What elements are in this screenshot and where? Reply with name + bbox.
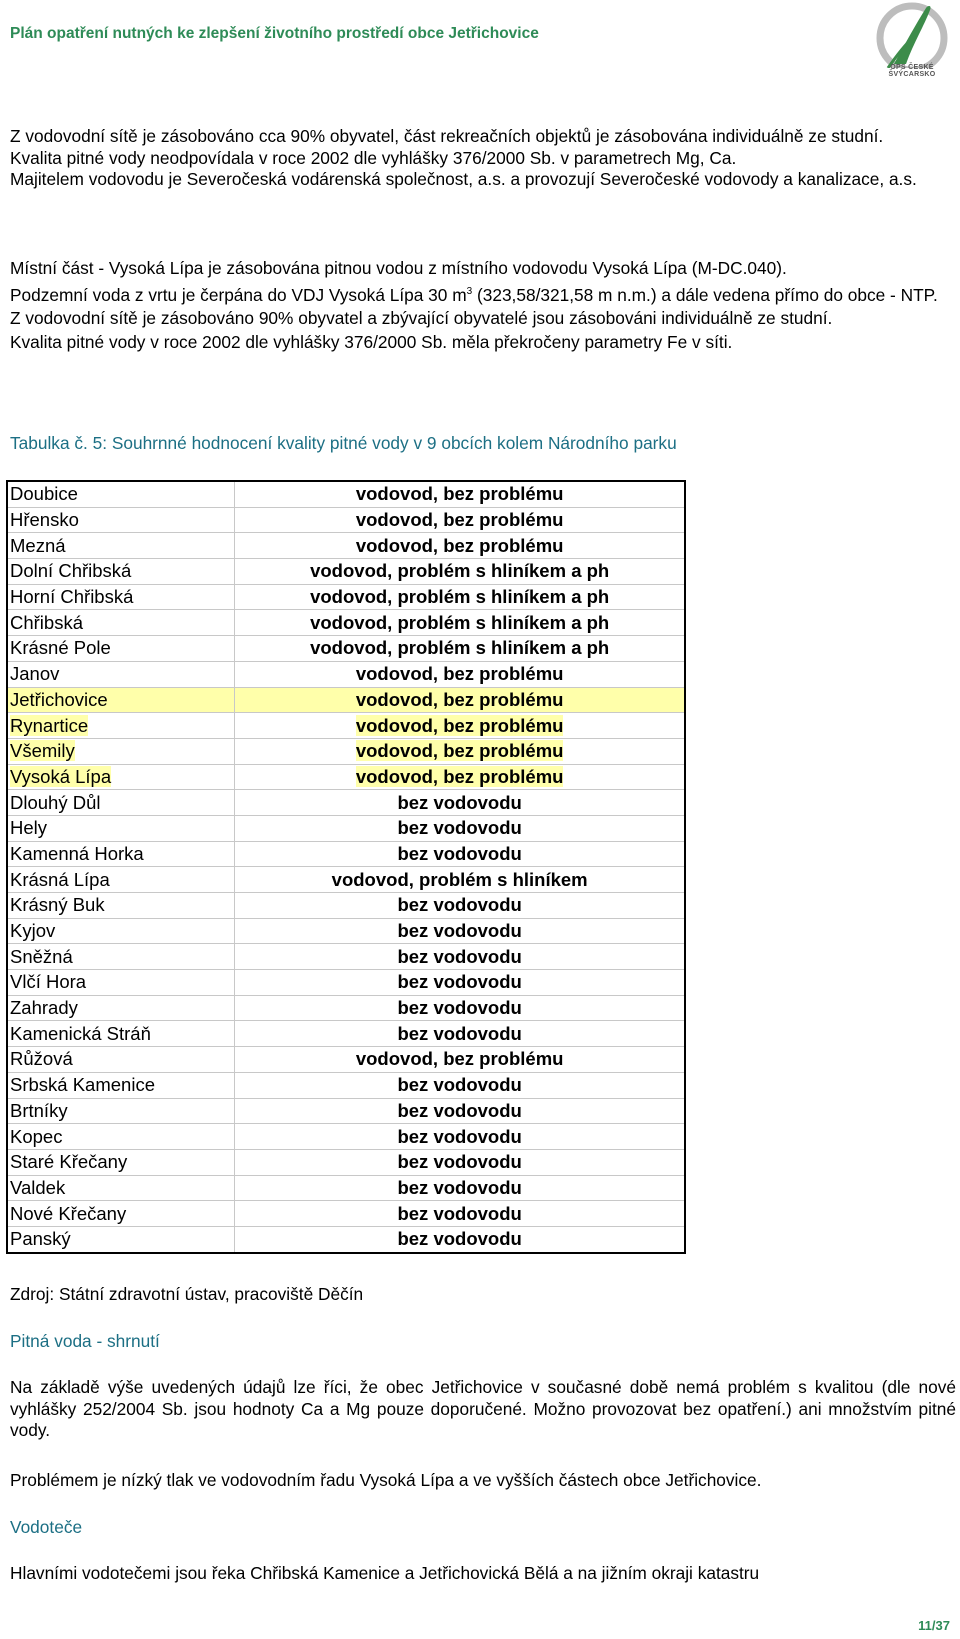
municipality-name: Nové Křečany — [10, 1202, 127, 1224]
water-status: vodovod, problém s hliníkem a ph — [310, 560, 610, 582]
municipality-name: Srbská Kamenice — [10, 1074, 155, 1096]
summary-paragraph: Na základě výše uvedených údajů lze říci, že obec Jetřichovice v současné době nemá problém s kvalitou (dle nové vyhlášky 252/2004 Sb. jsou hodnoty Ca a Mg pouze doporučené. Možno provozovat bez opatření.) ani množstvím pitné vody. — [10, 1377, 956, 1441]
table-row — [7, 584, 685, 610]
text-segment: (323,58/321,58 m n.m.) a dále vedena přímo do obce - NTP. — [472, 285, 938, 306]
municipality-name: Panský — [10, 1228, 71, 1250]
table-cell-municipality — [7, 944, 235, 970]
table-cell-status — [235, 687, 685, 713]
table-row — [7, 970, 685, 996]
water-status: bez vodovodu — [397, 920, 522, 942]
intro-paragraph — [10, 126, 956, 191]
table-cell-status — [235, 1149, 685, 1175]
vysoka-lipa-line: Místní část - Vysoká Lípa je zásobována pitnou vodou z místního vodovodu Vysoká Lípa (M-DC.040). — [10, 258, 787, 278]
municipality-name: Horní Chřibská — [10, 586, 134, 608]
table-cell-status — [235, 944, 685, 970]
table-source: Zdroj: Státní zdravotní ústav, pracoviště Děčín — [10, 1284, 364, 1304]
water-status: vodovod, bez problému — [355, 765, 564, 787]
water-status: vodovod, problém s hliníkem a ph — [310, 611, 610, 633]
table-cell-municipality — [7, 636, 235, 662]
table-cell-status — [235, 533, 685, 559]
water-quality-table — [6, 480, 686, 1254]
table-row — [7, 1047, 685, 1073]
table-row — [7, 559, 685, 585]
summary-paragraph: Problémem je nízký tlak ve vodovodním řadu Vysoká Lípa a ve vyšších částech obce Jetřichovice. — [10, 1470, 762, 1490]
table-row — [7, 1149, 685, 1175]
section-heading-streams: Vodoteče — [10, 1517, 83, 1537]
table-cell-municipality — [7, 1098, 235, 1124]
table-cell-municipality — [7, 815, 235, 841]
table-cell-status — [235, 1047, 685, 1073]
municipality-name: Chřibská — [10, 611, 83, 633]
municipality-name: Valdek — [10, 1176, 66, 1198]
table-cell-status — [235, 815, 685, 841]
table-row — [7, 610, 685, 636]
table-cell-status — [235, 610, 685, 636]
table-row — [7, 841, 685, 867]
table-cell-municipality — [7, 790, 235, 816]
table-row — [7, 1072, 685, 1098]
table-cell-status — [235, 867, 685, 893]
table-cell-municipality — [7, 1201, 235, 1227]
municipality-name: Vysoká Lípa — [10, 765, 112, 787]
water-status: vodovod, bez problému — [355, 663, 564, 685]
table-row — [7, 481, 685, 507]
table-row — [7, 1226, 685, 1252]
municipality-name: Kopec — [10, 1125, 63, 1147]
water-status: bez vodovodu — [397, 1151, 522, 1173]
municipality-name: Kyjov — [10, 920, 56, 942]
municipality-name: Krásná Lípa — [10, 868, 110, 890]
text-segment: Podzemní voda z vrtu je čerpána do VDJ Vysoká Lípa 30 m — [10, 285, 467, 306]
vysoka-lipa-line: Kvalita pitné vody v roce 2002 dle vyhlášky 376/2000 Sb. měla překročeny parametry Fe v síti. — [10, 331, 733, 352]
table-cell-municipality — [7, 687, 235, 713]
table-cell-municipality — [7, 481, 235, 507]
water-status: vodovod, bez problému — [355, 534, 564, 556]
table-cell-status — [235, 1175, 685, 1201]
water-status: bez vodovodu — [397, 1202, 522, 1224]
table-cell-status — [235, 1226, 685, 1252]
table-cell-municipality — [7, 738, 235, 764]
water-status: bez vodovodu — [397, 817, 522, 839]
table-cell-status — [235, 970, 685, 996]
municipality-name: Krásné Pole — [10, 637, 111, 659]
table-cell-municipality — [7, 1021, 235, 1047]
water-status: vodovod, problém s hliníkem a ph — [310, 586, 610, 608]
table-row — [7, 1175, 685, 1201]
logo-emblem-icon — [866, 2, 958, 68]
vysoka-lipa-line: Z vodovodní sítě je zásobováno 90% obyvatel a zbývající obyvatelé jsou zásobováni individuálně ze studní. — [10, 308, 833, 329]
section-heading-summary: Pitná voda - shrnutí — [10, 1331, 160, 1351]
municipality-name: Jetřichovice — [10, 688, 108, 710]
table-cell-municipality — [7, 1175, 235, 1201]
table-row — [7, 713, 685, 739]
water-status: vodovod, bez problému — [355, 483, 564, 505]
table-cell-municipality — [7, 1149, 235, 1175]
water-status: vodovod, problém s hliníkem a ph — [310, 637, 610, 659]
table-body — [7, 481, 685, 1253]
municipality-name: Dlouhý Důl — [10, 791, 101, 813]
table-row — [7, 995, 685, 1021]
water-status: vodovod, bez problému — [355, 740, 564, 762]
table-row — [7, 867, 685, 893]
municipality-name: Staré Křečany — [10, 1151, 128, 1173]
table-cell-municipality — [7, 1072, 235, 1098]
table-cell-status — [235, 738, 685, 764]
intro-line: Majitelem vodovodu je Severočeská vodárenská společnost, a.s. a provozují Severočeské vodovody a kanalizace, a.s. — [10, 169, 917, 190]
table-row — [7, 764, 685, 790]
logo-text: OPS ČESKÉ ŠVÝCARSKO — [888, 64, 936, 78]
municipality-name: Mezná — [10, 534, 66, 556]
table-cell-municipality — [7, 893, 235, 919]
table-cell-municipality — [7, 841, 235, 867]
vysoka-lipa-paragraph — [10, 257, 956, 354]
municipality-name: Všemily — [10, 740, 75, 762]
table-cell-municipality — [7, 1047, 235, 1073]
table-row — [7, 893, 685, 919]
organization-logo — [866, 2, 958, 78]
table-cell-status — [235, 918, 685, 944]
table-row — [7, 636, 685, 662]
table-cell-municipality — [7, 1226, 235, 1252]
water-status: vodovod, bez problému — [355, 1048, 564, 1070]
water-status: bez vodovodu — [397, 945, 522, 967]
water-status: bez vodovodu — [397, 1074, 522, 1096]
water-status: vodovod, bez problému — [355, 509, 564, 531]
table-cell-status — [235, 1072, 685, 1098]
table-cell-status — [235, 1201, 685, 1227]
table-row — [7, 815, 685, 841]
water-status: bez vodovodu — [397, 971, 522, 993]
superscript: 3 — [466, 286, 473, 298]
table-row — [7, 1201, 685, 1227]
table-cell-status — [235, 841, 685, 867]
table-row — [7, 1098, 685, 1124]
municipality-name: Dolní Chřibská — [10, 560, 132, 582]
table-row — [7, 918, 685, 944]
table-cell-status — [235, 559, 685, 585]
table-cell-municipality — [7, 584, 235, 610]
water-status: bez vodovodu — [397, 1228, 522, 1250]
table-cell-status — [235, 584, 685, 610]
water-status: bez vodovodu — [397, 1022, 522, 1044]
table-cell-status — [235, 713, 685, 739]
table-cell-municipality — [7, 610, 235, 636]
table-cell-status — [235, 893, 685, 919]
table-row — [7, 507, 685, 533]
vysoka-lipa-line — [10, 285, 938, 305]
table-cell-status — [235, 1098, 685, 1124]
table-cell-municipality — [7, 507, 235, 533]
document-header-title: Plán opatření nutných ke zlepšení životního prostředí obce Jetřichovice — [10, 25, 539, 42]
intro-line: Z vodovodní sítě je zásobováno cca 90% obyvatel, část rekreačních objektů je zásobována individuálně ze studní. — [10, 126, 884, 146]
municipality-name: Růžová — [10, 1048, 73, 1070]
table-cell-municipality — [7, 1124, 235, 1150]
table-cell-municipality — [7, 559, 235, 585]
municipality-name: Hřensko — [10, 509, 79, 531]
water-status: bez vodovodu — [397, 894, 522, 916]
municipality-name: Rynartice — [10, 714, 89, 736]
table-cell-status — [235, 995, 685, 1021]
table-caption: Tabulka č. 5: Souhrnné hodnocení kvality pitné vody v 9 obcích kolem Národního parku — [10, 433, 677, 453]
table-cell-municipality — [7, 764, 235, 790]
municipality-name: Janov — [10, 663, 60, 685]
streams-paragraph: Hlavními vodotečemi jsou řeka Chřibská Kamenice a Jetřichovická Bělá a na jižním okraji katastru — [10, 1563, 760, 1583]
table-cell-municipality — [7, 918, 235, 944]
municipality-name: Kamenická Stráň — [10, 1022, 151, 1044]
water-status: vodovod, bez problému — [355, 714, 564, 736]
table-cell-municipality — [7, 995, 235, 1021]
table-cell-status — [235, 1124, 685, 1150]
intro-line: Kvalita pitné vody neodpovídala v roce 2002 dle vyhlášky 376/2000 Sb. v parametrech Mg, Ca. — [10, 147, 737, 168]
municipality-name: Kamenná Horka — [10, 842, 144, 864]
water-status: vodovod, problém s hliníkem — [331, 868, 588, 890]
water-status: bez vodovodu — [397, 1125, 522, 1147]
table-cell-status — [235, 764, 685, 790]
table-cell-status — [235, 790, 685, 816]
table-cell-status — [235, 661, 685, 687]
table-row — [7, 533, 685, 559]
table-row — [7, 790, 685, 816]
table-row — [7, 1021, 685, 1047]
municipality-name: Doubice — [10, 483, 78, 505]
table-cell-municipality — [7, 713, 235, 739]
table-row — [7, 1124, 685, 1150]
table-cell-status — [235, 507, 685, 533]
water-status: bez vodovodu — [397, 791, 522, 813]
water-status: bez vodovodu — [397, 1099, 522, 1121]
table-cell-municipality — [7, 867, 235, 893]
municipality-name: Brtníky — [10, 1099, 68, 1121]
table-cell-municipality — [7, 661, 235, 687]
water-status: bez vodovodu — [397, 1176, 522, 1198]
municipality-name: Krásný Buk — [10, 894, 105, 916]
table-row — [7, 944, 685, 970]
municipality-name: Vlčí Hora — [10, 971, 87, 993]
water-status: bez vodovodu — [397, 997, 522, 1019]
table-row — [7, 687, 685, 713]
table-cell-municipality — [7, 533, 235, 559]
municipality-name: Zahrady — [10, 997, 78, 1019]
table-cell-municipality — [7, 970, 235, 996]
municipality-name: Sněžná — [10, 945, 73, 967]
municipality-name: Hely — [10, 817, 48, 839]
page-number: 11/37 — [918, 1618, 950, 1633]
table-cell-status — [235, 481, 685, 507]
table-cell-status — [235, 1021, 685, 1047]
table-row — [7, 738, 685, 764]
water-status: bez vodovodu — [397, 842, 522, 864]
table-row — [7, 661, 685, 687]
water-status: vodovod, bez problému — [355, 688, 564, 710]
table-cell-status — [235, 636, 685, 662]
